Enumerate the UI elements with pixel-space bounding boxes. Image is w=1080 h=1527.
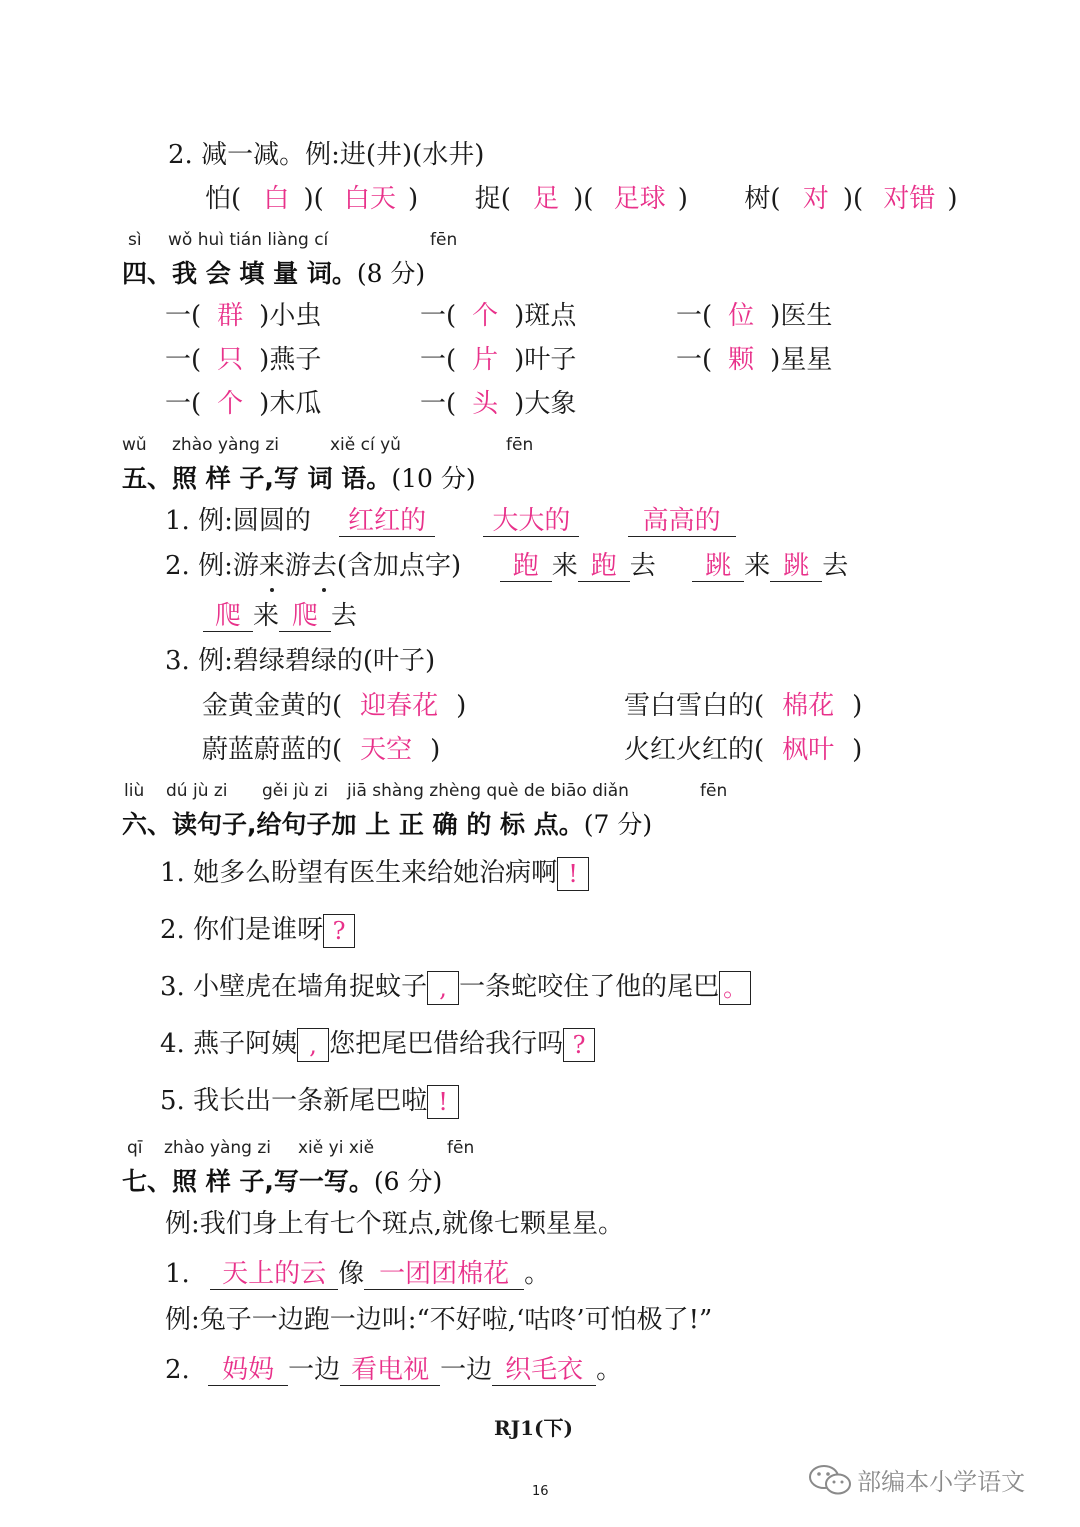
punct-box: ! (557, 857, 589, 891)
answer-blank: 天上的云 (210, 1259, 338, 1290)
section-title: 五、照 样 子,写 词 语。 (122, 464, 392, 493)
page-number: 16 (532, 1484, 549, 1499)
q3-item: 雪白雪白的( 棉花 ) (624, 691, 863, 721)
pinyin: dú jù zi (166, 781, 228, 801)
answer-blank: 爬 (279, 601, 331, 632)
punct-item-5: 5. 我长出一条新尾巴啦 ! (160, 1083, 459, 1119)
answer: 白天 (344, 184, 397, 214)
punct-box: , (297, 1028, 329, 1062)
answer: 个 (472, 301, 499, 331)
s7-q2: 2. 妈妈 一边 看电视 一边 织毛衣 。 (165, 1355, 623, 1385)
measure-word-item: 一( 只 )燕子 (165, 345, 322, 375)
question-label: 2. 例:游 (165, 551, 259, 581)
wechat-icon (808, 1463, 852, 1497)
section-title: 四、我 会 填 量 词。 (122, 259, 357, 288)
book-code: RJ1(下) (494, 1416, 573, 1440)
paren: )( (573, 184, 594, 214)
example-2: 例:兔子一边跑一边叫:“不好啦,‘咕咚’可怕极了!” (165, 1305, 713, 1335)
char: 树( (744, 184, 781, 214)
q3-label: 3. 例:碧绿碧绿的(叶子) (165, 646, 436, 676)
punct-item-2: 2. 你们是谁呀 ? (160, 912, 355, 948)
char: 怕( (205, 184, 242, 214)
paren: ) (947, 184, 958, 214)
section-6-heading (122, 805, 652, 841)
pinyin: fēn (700, 781, 728, 801)
answer: 颗 (728, 345, 755, 375)
watermark (808, 1462, 1025, 1497)
answer: 白 (263, 184, 290, 214)
answer-blank: 跳 (770, 551, 822, 582)
measure-word-item: 一( 位 )医生 (676, 301, 833, 331)
measure-word-item: 一( 个 )木瓜 (165, 389, 322, 419)
punct-box: ! (427, 1085, 459, 1119)
punct-item-3: 3. 小壁虎在墙角捉蚊子 , 一条蛇咬住了他的尾巴 。 (160, 969, 751, 1005)
question-label: 1. 例:圆圆的 (165, 506, 311, 536)
measure-word-item: 一( 个 )斑点 (420, 301, 577, 331)
answer-blank: 跑 (500, 551, 552, 582)
answer-blank: 高高的 (628, 506, 736, 537)
answer: 片 (472, 345, 499, 375)
answer: 枫叶 (782, 735, 835, 765)
q2-intro: 2. 减一减。例:进(井)(水井) (168, 140, 485, 170)
q2-row: 2. 例:游来游去(含加点字) 跑 来 跑 去 跳 来 跳 去 (165, 548, 848, 584)
punct-box: 。 (719, 971, 751, 1005)
q3-item: 蔚蓝蔚蓝的( 天空 ) (202, 735, 441, 765)
pinyin: zhào yàng zi (164, 1138, 272, 1158)
answer-blank: 跳 (692, 551, 744, 582)
section-title: 六、读句子,给句子加 上 正 确 的 标 点。 (122, 810, 584, 839)
pinyin: xiě yi xiě (298, 1138, 375, 1158)
q1-row (165, 503, 736, 539)
pinyin: zhào yàng zi (172, 435, 280, 455)
section-score: (10 分) (391, 464, 476, 493)
answer-blank: 一团团棉花 (364, 1259, 524, 1290)
section-score: (6 分) (373, 1167, 443, 1196)
measure-word-item: 一( 群 )小虫 (165, 301, 322, 331)
answer-blank: 妈妈 (208, 1355, 288, 1386)
punct-item-1: 1. 她多么盼望有医生来给她治病啊 ! (160, 855, 589, 891)
section-7-heading (122, 1162, 442, 1198)
watermark-text: 部编本小学语文 (857, 1468, 1026, 1496)
s7-q1: 1. 天上的云 像 一团团棉花 。 (165, 1259, 551, 1289)
pinyin: wǒ huì tián liàng cí (168, 230, 329, 250)
answer: 只 (217, 345, 244, 375)
punct-box: ? (323, 914, 355, 948)
example-1: 例:我们身上有七个斑点,就像七颗星星。 (165, 1209, 625, 1239)
subtract-row (205, 181, 958, 217)
section-title: 七、照 样 子,写一写。 (122, 1167, 374, 1196)
q2-row-cont: 爬 来 爬 去 (203, 598, 357, 634)
pinyin: sì (128, 230, 142, 250)
answer: 迎春花 (360, 691, 439, 721)
measure-word-item: 一( 头 )大象 (420, 389, 577, 419)
answer-blank: 大大的 (483, 506, 579, 537)
paren: ) (408, 184, 419, 214)
pinyin: qī (127, 1138, 143, 1158)
answer: 个 (217, 389, 244, 419)
answer: 棉花 (782, 691, 835, 721)
answer: 天空 (360, 735, 413, 765)
section-score: (7 分) (583, 810, 653, 839)
answer: 对错 (883, 184, 936, 214)
pinyin: gěi jù zi (262, 781, 328, 801)
pinyin: fēn (430, 230, 458, 250)
pinyin: xiě cí yǔ (330, 435, 401, 455)
answer: 足 (533, 184, 560, 214)
q3-item: 火红火红的( 枫叶 ) (624, 735, 863, 765)
section-5-heading (122, 459, 476, 495)
section-score: (8 分) (356, 259, 426, 288)
paren: )( (842, 184, 864, 214)
paren: ) (677, 184, 688, 214)
answer-blank: 看电视 (340, 1355, 440, 1386)
pinyin: jiā shàng zhèng què de biāo diǎn (347, 781, 629, 801)
section-4-heading (122, 254, 425, 290)
pinyin: fēn (506, 435, 534, 455)
answer-blank: 织毛衣 (492, 1355, 596, 1386)
measure-word-item: 一( 颗 )星星 (676, 345, 833, 375)
q3-item: 金黄金黄的( 迎春花 ) (202, 691, 467, 721)
answer: 对 (802, 184, 829, 214)
pinyin: fēn (447, 1138, 475, 1158)
answer-blank: 爬 (203, 601, 253, 632)
punct-item-4: 4. 燕子阿姨 , 您把尾巴借给我行吗 ? (160, 1026, 595, 1062)
measure-word-item: 一( 片 )叶子 (420, 345, 577, 375)
answer: 头 (472, 389, 499, 419)
punct-box: , (427, 971, 459, 1005)
answer-blank: 跑 (578, 551, 630, 582)
answer: 足球 (613, 184, 666, 214)
answer-blank: 红红的 (339, 506, 435, 537)
paren: )( (303, 184, 324, 214)
char: 捉( (474, 184, 511, 214)
answer: 群 (217, 301, 244, 331)
punct-box: ? (563, 1028, 595, 1062)
pinyin: wǔ (122, 435, 147, 455)
pinyin: liù (124, 781, 145, 801)
answer: 位 (728, 301, 755, 331)
